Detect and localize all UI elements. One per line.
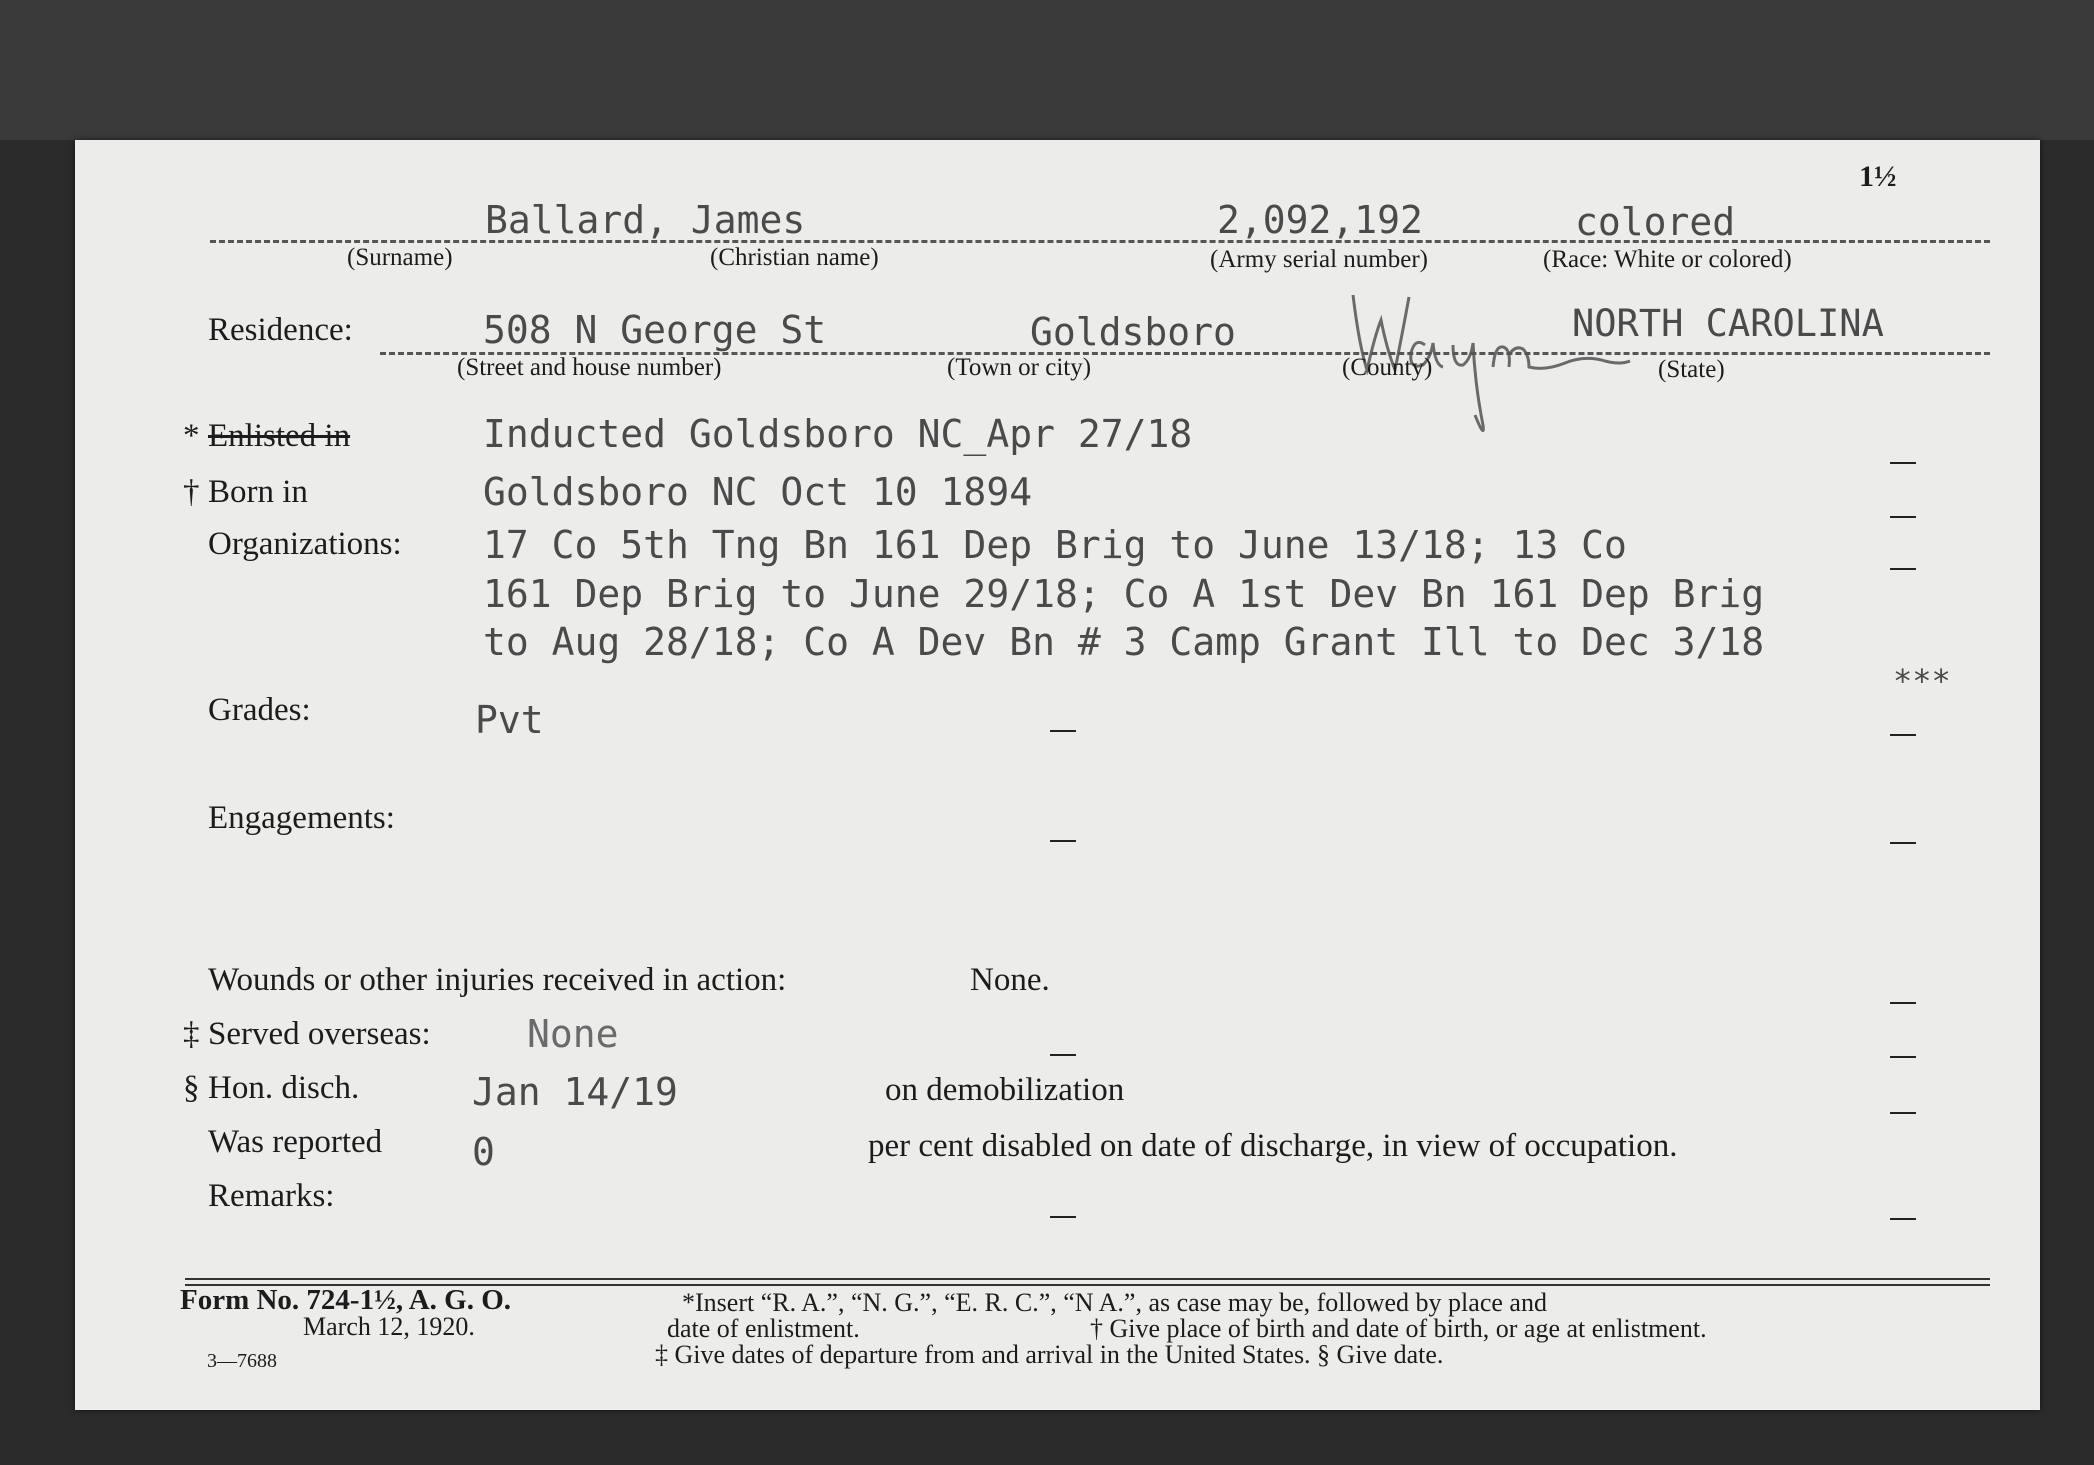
engagements-mid-dash [1050,840,1076,842]
born-mark: † [183,474,200,510]
discharge-label: Hon. disch. [208,1070,360,1106]
reported-label: Was reported [208,1124,383,1160]
header-line [210,240,1990,243]
overseas-dash [1890,1056,1916,1058]
race-value: colored [1575,200,1736,244]
born-dash [1890,516,1916,518]
residence-state: NORTH CAROLINA [1572,302,1884,345]
discharge-dash [1890,1112,1916,1114]
county-caption: (County) [1342,354,1433,381]
enlisted-dash [1890,462,1916,464]
enlisted-mark: * [183,418,200,454]
service-record-card [75,140,2040,1410]
organizations-line-2: 161 Dep Brig to June 29/18; Co A 1st Dev Bn 161 Dep Brig [483,572,1765,616]
reported-suffix: per cent disabled on date of discharge, in view of occupation. [868,1128,1678,1164]
organizations-stars: *** [1893,662,1951,700]
serial-value: 2,092,192 [1217,198,1423,242]
christian-caption: (Christian name) [710,244,879,271]
county-handwritten-text: Wayne [1345,275,1348,276]
footer-note-1: *Insert “R. A.”, “N. G.”, “E. R. C.”, “N A.”, as case may be, followed by place and [682,1288,1547,1317]
overseas-mark: ‡ [183,1016,200,1052]
wounds-dash [1890,1002,1916,1004]
born-label: Born in [208,474,308,510]
surname-value: Ballard, James [485,198,806,242]
race-caption: (Race: White or colored) [1543,246,1792,273]
remarks-mid-dash [1050,1216,1076,1218]
grades-mid-dash [1050,730,1076,732]
organizations-line-3: to Aug 28/18; Co A Dev Bn # 3 Camp Grant Ill to Dec 3/18 [483,620,1765,664]
town-caption: (Town or city) [947,354,1092,381]
footer-note-2b: † Give place of birth and date of birth, or age at enlistment. [1090,1314,1707,1343]
organizations-line-1: 17 Co 5th Tng Bn 161 Dep Brig to June 13/18; 13 Co [483,523,1627,567]
residence-town: Goldsboro [1030,310,1236,354]
organizations-label: Organizations: [208,526,402,562]
serial-caption: (Army serial number) [1210,246,1428,273]
surname-caption: (Surname) [347,244,453,271]
scan-backdrop [0,0,2094,140]
wounds-label: Wounds or other injuries received in action: [208,962,787,998]
footer-note-3: ‡ Give dates of departure from and arrival in the United States. § Give date. [655,1340,1444,1369]
overseas-label: Served overseas: [208,1016,431,1052]
state-caption: (State) [1658,356,1725,383]
wounds-value: None. [970,962,1050,998]
overseas-value: None [527,1012,619,1056]
discharge-value: Jan 14/19 [472,1070,678,1114]
footer-note-2a: date of enlistment. [667,1314,860,1343]
engagements-label: Engagements: [208,800,395,836]
form-code: 3—7688 [207,1350,277,1372]
discharge-mark: § [183,1070,200,1106]
footer-rule-1 [185,1278,1990,1280]
card-number: 1½ [1859,160,1897,193]
grades-dash [1890,734,1916,736]
enlisted-label: Enlisted in [208,418,351,454]
form-number: Form No. 724-1½, A. G. O. [180,1284,512,1316]
grades-value: Pvt [475,698,544,742]
overseas-mid-dash [1050,1054,1076,1056]
grades-label: Grades: [208,692,311,728]
street-caption: (Street and house number) [457,354,722,381]
organizations-dash [1890,568,1916,570]
discharge-suffix: on demobilization [885,1072,1125,1108]
residence-label: Residence: [208,312,353,348]
residence-street: 508 N George St [483,308,827,352]
engagements-dash [1890,842,1916,844]
remarks-dash [1890,1218,1916,1220]
reported-value: 0 [472,1130,495,1174]
born-value: Goldsboro NC Oct 10 1894 [483,470,1033,514]
remarks-label: Remarks: [208,1178,335,1214]
enlisted-value: Inducted Goldsboro NC_Apr 27/18 [483,412,1193,456]
form-date: March 12, 1920. [303,1312,475,1341]
